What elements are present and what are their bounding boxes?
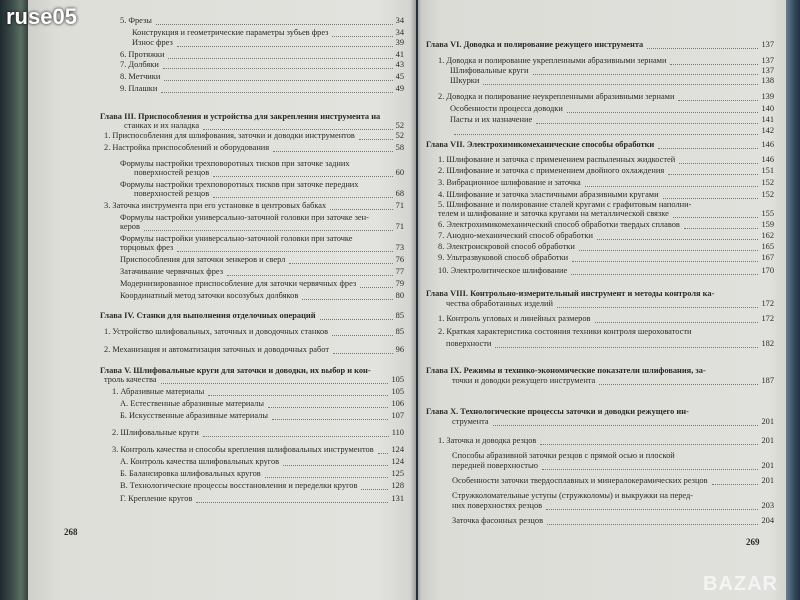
toc-page-number: 159 — [761, 220, 774, 229]
left-page-number: 268 — [64, 527, 78, 537]
toc-page-number: 43 — [395, 60, 404, 69]
toc-page-number: 45 — [395, 72, 404, 81]
dot-leader — [647, 47, 758, 49]
toc-page-number: 201 — [761, 436, 774, 445]
toc-entry: Формулы настройки трехповоротных тисков при заточке задних — [120, 159, 350, 168]
dot-leader — [163, 67, 393, 69]
toc-entry: 2. Шлифование и заточка с применением двойного охлаждения — [438, 166, 665, 175]
toc-entry: В. Технологические процессы восстановления и переделки кругов — [120, 481, 358, 490]
toc-page-number: 41 — [395, 50, 404, 59]
toc-entry: Особенности заточки твердосплавных и минералокерамических резцов — [452, 476, 708, 485]
toc-entry: Шкурки — [450, 76, 480, 85]
toc-page-number: 110 — [391, 428, 404, 437]
toc-page-number: 170 — [761, 266, 774, 275]
dot-leader — [673, 216, 758, 218]
dot-leader — [289, 262, 393, 264]
dot-leader — [196, 501, 388, 503]
dot-leader — [678, 99, 758, 101]
dot-leader — [540, 443, 758, 445]
toc-page-number: 76 — [395, 255, 404, 264]
chapter-heading: Глава X. Технологические процессы заточки и доводки режущего ин- — [426, 407, 689, 416]
toc-page-number: 131 — [391, 494, 404, 503]
dot-leader — [168, 57, 393, 59]
toc-entry: Заточка фасонных резцов — [452, 516, 544, 525]
dot-leader — [144, 229, 393, 231]
dot-leader — [203, 435, 389, 437]
toc-entry: поверхностей резцов — [134, 168, 210, 177]
toc-page-number: 68 — [395, 189, 404, 198]
toc-entry: них поверхностях резцов — [452, 501, 543, 510]
toc-page-number: 146 — [761, 155, 774, 164]
toc-page-number: 79 — [395, 279, 404, 288]
dot-leader — [567, 111, 758, 113]
toc-page-number: 52 — [395, 131, 404, 140]
toc-entry: 1. Шлифование и заточка с применением распыленных жидкостей — [438, 155, 676, 164]
toc-page-number: 34 — [395, 16, 404, 25]
toc-entry: струмента — [452, 417, 489, 426]
chapter-heading: Глава VIII. Контрольно-измерительный инструмент и методы контроля ка- — [426, 289, 715, 298]
toc-page-number: 52 — [395, 121, 404, 130]
toc-page-number: 85 — [395, 311, 404, 320]
toc-page-number: 139 — [761, 92, 774, 101]
toc-page-number: 167 — [761, 253, 774, 262]
toc-entry: Координатный метод заточки косозубых долбяков — [120, 291, 299, 300]
toc-entry: точки и доводки режущего инструмента — [452, 376, 596, 385]
toc-entry: 10. Электролитическое шлифование — [438, 266, 568, 275]
dot-leader — [265, 476, 388, 478]
dot-leader — [302, 298, 393, 300]
toc-entry: Формулы настройки универсально-заточной головки при заточке зен- — [120, 213, 369, 222]
toc-page-number: 201 — [761, 461, 774, 470]
chapter-heading: Глава IX. Режимы и технико-экономические показатели шлифования, за- — [426, 366, 706, 375]
toc-page-number: 151 — [761, 166, 774, 175]
dot-leader — [378, 452, 388, 454]
dot-leader — [571, 273, 758, 275]
toc-page-number: 124 — [391, 445, 404, 454]
toc-entry: 2. Механизация и автоматизация заточных и доводочных работ — [104, 345, 329, 354]
toc-page-number: 73 — [395, 243, 404, 252]
toc-entry: 3. Заточка инструмента при его установке в центровых бабках — [104, 201, 327, 210]
dot-leader — [585, 185, 758, 187]
toc-entry: передней поверхностью — [452, 461, 539, 470]
book-edge-right — [786, 0, 800, 600]
toc-entry: 9. Плашки — [120, 84, 158, 93]
bazar-logo: BAZAR — [703, 573, 778, 595]
toc-entry: 2. Доводка и полирование неукрепленными абразивными зернами — [438, 92, 675, 101]
toc-entry: 3. Контроль качества и способы крепления шлифовальных инструментов — [112, 445, 374, 454]
dot-leader — [670, 63, 758, 65]
chapter-heading: Глава IV. Станки для выполнения отделочных операций — [100, 311, 316, 320]
toc-page-number: 137 — [761, 66, 774, 75]
dot-leader — [177, 250, 393, 252]
toc-entry: Г. Крепление кругов — [120, 494, 193, 503]
toc-entry: 7. Анодно-механический способ обработки — [438, 231, 593, 240]
toc-page-number: 137 — [761, 40, 774, 49]
right-page-number: 269 — [746, 537, 760, 547]
dot-leader — [495, 346, 758, 348]
dot-leader — [330, 208, 393, 210]
dot-leader — [658, 147, 758, 149]
toc-page-number: 162 — [761, 231, 774, 240]
toc-entry: Приспособления для заточки зенкеров и сверл — [120, 255, 286, 264]
toc-entry: чества обработанных изделий — [446, 299, 553, 308]
dot-leader — [533, 73, 758, 75]
toc-page-number: 105 — [391, 375, 404, 384]
toc-page-number: 71 — [395, 222, 404, 231]
toc-entry: 4. Шлифование и заточка эластичными абразивными кругами — [438, 190, 659, 199]
toc-entry: Б. Искусственные абразивные материалы — [120, 411, 268, 420]
toc-page-number: 39 — [395, 38, 404, 47]
dot-leader — [557, 306, 758, 308]
toc-entry: Стружколомательные уступы (стружколомы) и выкружки на перед- — [452, 491, 694, 500]
book-edge-left — [0, 0, 30, 600]
toc-page-number: 49 — [395, 84, 404, 93]
toc-entry: поверхности — [446, 339, 492, 348]
dot-leader — [547, 523, 758, 525]
toc-entry: поверхностей резцов — [134, 189, 210, 198]
toc-page-number: 96 — [395, 345, 404, 354]
toc-page-number: 77 — [395, 267, 404, 276]
toc-entry: Модернизированное приспособление для заточки червячных фрез — [120, 279, 357, 288]
toc-page-number: 58 — [395, 143, 404, 152]
toc-entry: 1. Доводка и полирование укрепленными абразивными зернами — [438, 56, 667, 65]
toc-page-number: 172 — [761, 299, 774, 308]
toc-entry: Шлифовальные круги — [450, 66, 529, 75]
toc-entry: Способы абразивной заточки резцов с прямой осью и плоской — [452, 451, 675, 460]
toc-entry: 9. Ультразвуковой способ обработки — [438, 253, 569, 262]
toc-entry: Формулы настройки трехповоротных тисков при заточке передних — [120, 180, 359, 189]
dot-leader — [161, 91, 393, 93]
dot-leader — [483, 83, 758, 85]
dot-leader — [208, 394, 388, 396]
dot-leader — [272, 418, 388, 420]
toc-page-number: 204 — [761, 516, 774, 525]
dot-leader — [268, 406, 388, 408]
dot-leader — [359, 138, 393, 140]
dot-leader — [227, 274, 393, 276]
toc-entry: 3. Вибрационное шлифование и заточка — [438, 178, 581, 187]
dot-leader — [712, 483, 758, 485]
toc-entry: 6. Электрохимикомеханический способ обработки твердых сплавов — [438, 220, 680, 229]
toc-page-number: 71 — [395, 201, 404, 210]
toc-entry: троль качества — [104, 375, 157, 384]
toc-entry: станках и их наладка — [124, 121, 200, 130]
toc-entry: 5. Шлифование и полирование сталей кругами с графитовым наполни- — [438, 200, 692, 209]
toc-entry: А. Естественные абразивные материалы — [120, 399, 264, 408]
toc-entry: 2. Настройка приспособлений и оборудования — [104, 143, 270, 152]
toc-page-number: 155 — [761, 209, 774, 218]
toc-entry: 1. Абразивные материалы — [112, 387, 205, 396]
dot-leader — [361, 488, 388, 490]
toc-entry: Пасты и их назначение — [450, 115, 533, 124]
toc-page-number: 146 — [761, 140, 774, 149]
toc-entry: 2. Шлифовальные круги — [112, 428, 199, 437]
dot-leader — [663, 197, 758, 199]
dot-leader — [360, 286, 393, 288]
dot-leader — [595, 321, 758, 323]
toc-page-number: 60 — [395, 168, 404, 177]
dot-leader — [536, 122, 758, 124]
toc-page-number: 141 — [761, 115, 774, 124]
dot-leader — [283, 464, 388, 466]
dot-leader — [542, 468, 758, 470]
toc-entry: Износ фрез — [132, 38, 173, 47]
toc-page-number: 105 — [391, 387, 404, 396]
toc-entry: телем и шлифование и заточка кругами на металлической связке — [438, 209, 669, 218]
toc-page-number: 34 — [395, 28, 404, 37]
dot-leader — [579, 249, 758, 251]
toc-page-number: 125 — [391, 469, 404, 478]
toc-page-number: 203 — [761, 501, 774, 510]
toc-entry: Б. Балансировка шлифовальных кругов — [120, 469, 261, 478]
dot-leader — [164, 79, 393, 81]
toc-entry: керов — [120, 222, 140, 231]
toc-page-number: 201 — [761, 476, 774, 485]
seller-watermark: ruse05 — [6, 4, 77, 29]
dot-leader — [213, 196, 393, 198]
dot-leader — [273, 150, 393, 152]
dot-leader — [320, 318, 393, 320]
toc-entry: Особенности процесса доводки — [450, 104, 563, 113]
dot-leader — [203, 128, 393, 130]
toc-entry: 2. Краткая характеристика состояния техники контроля шероховатости — [438, 327, 692, 336]
toc-page-number: 187 — [761, 376, 774, 385]
toc-entry: 1. Устройство шлифовальных, заточных и доводочных станков — [104, 327, 329, 336]
toc-entry: А. Контроль качества шлифовальных кругов — [120, 457, 280, 466]
right-page — [418, 0, 788, 600]
toc-page-number: 152 — [761, 190, 774, 199]
dot-leader — [572, 260, 758, 262]
dot-leader — [493, 424, 758, 426]
toc-page-number: 165 — [761, 242, 774, 251]
dot-leader — [177, 45, 393, 47]
toc-page-number: 85 — [395, 327, 404, 336]
dot-leader — [161, 382, 388, 384]
toc-page-number: 80 — [395, 291, 404, 300]
toc-page-number: 138 — [761, 76, 774, 85]
toc-entry: Конструкция и геометрические параметры зубьев фрез — [132, 28, 329, 37]
chapter-heading: Глава VII. Электрохимикомеханические способы обработки — [426, 140, 655, 149]
toc-page-number: 140 — [761, 104, 774, 113]
page-gutter — [410, 0, 422, 600]
toc-page-number: 172 — [761, 314, 774, 323]
toc-entry: 1. Заточка и доводка резцов — [438, 436, 537, 445]
dot-leader — [679, 162, 758, 164]
dot-leader — [332, 35, 393, 37]
dot-leader — [668, 173, 758, 175]
toc-entry: 8. Метчики — [120, 72, 161, 81]
toc-entry: Затачивание червячных фрез — [120, 267, 224, 276]
toc-entry: 1. Контроль угловых и линейных размеров — [438, 314, 591, 323]
dot-leader — [213, 175, 393, 177]
chapter-heading: Глава VI. Доводка и полирование режущего инструмента — [426, 40, 644, 49]
toc-entry: 8. Электроискровой способ обработки — [438, 242, 575, 251]
chapter-heading: Глава III. Приспособления и устройства для закрепления инструмента на — [100, 112, 381, 121]
toc-entry: 7. Долбяки — [120, 60, 159, 69]
toc-page-number: 106 — [391, 399, 404, 408]
toc-page-number: 128 — [391, 481, 404, 490]
toc-page-number: 142 — [761, 126, 774, 135]
dot-leader — [599, 383, 758, 385]
dot-leader — [333, 352, 393, 354]
toc-entry: 5. Фрезы — [120, 16, 152, 25]
toc-page-number: 201 — [761, 417, 774, 426]
toc-entry: 6. Протяжки — [120, 50, 165, 59]
dot-leader — [597, 238, 758, 240]
toc-entry: торцовых фрез — [120, 243, 174, 252]
toc-entry: 1. Приспособления для шлифования, заточки и доводки инструментов — [104, 131, 355, 140]
dot-leader — [684, 227, 758, 229]
dot-leader — [332, 334, 393, 336]
dot-leader — [546, 508, 758, 510]
toc-page-number: 124 — [391, 457, 404, 466]
dot-leader — [156, 23, 393, 25]
chapter-heading: Глава V. Шлифовальные круги для заточки и доводки, их выбор и кон- — [100, 366, 371, 375]
toc-page-number: 107 — [391, 411, 404, 420]
toc-page-number: 152 — [761, 178, 774, 187]
dot-leader — [454, 133, 758, 135]
toc-page-number: 137 — [761, 56, 774, 65]
left-page — [28, 0, 416, 600]
toc-entry: Формулы настройки универсально-заточной головки при заточке — [120, 234, 353, 243]
toc-page-number: 182 — [761, 339, 774, 348]
